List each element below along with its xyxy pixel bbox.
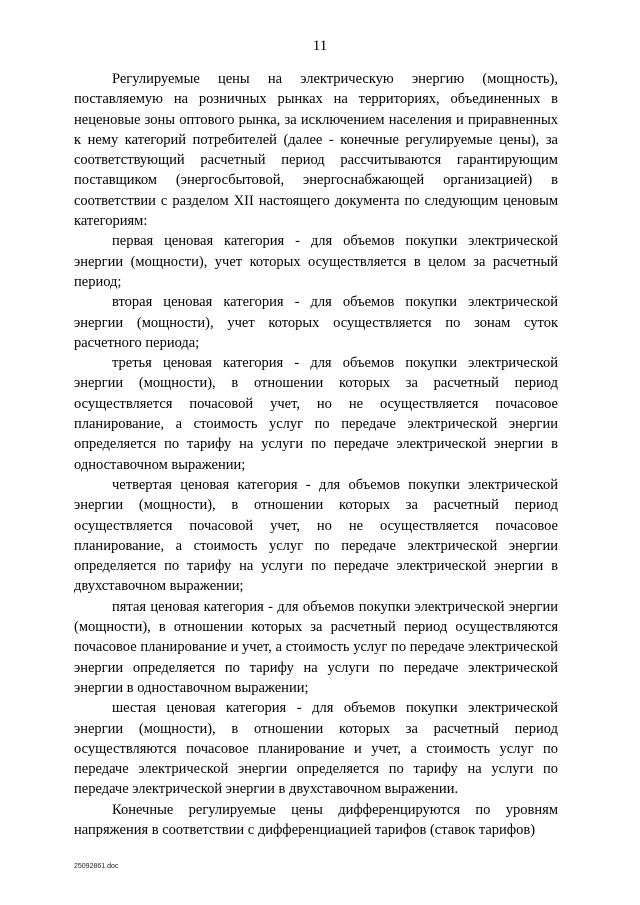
paragraph-category-5: пятая ценовая категория - для объемов покупки электрической энергии (мощности), в отношении которых за расчетный период осуществляются почасовое планирование и учет, а стоимость услуг по передаче электрической энергии определяется по тарифу на услуги по передаче электрической энергии в одноставочном выражении;	[74, 598, 558, 696]
paragraph-category-1: первая ценовая категория - для объемов покупки электрической энергии (мощности), учет которых осуществляется в целом за расчетный период;	[74, 233, 558, 290]
paragraph-intro: Регулируемые цены на электрическую энергию (мощность), поставляемую на розничных рынках на территориях, объединенных в неценовые зоны оптового рынка, за исключением населения и приравненных к нему категорий потребителей (далее - конечные регулируемые цены), за соответствующий расчетный период рассчитываются гарантирующим поставщиком (энергосбытовой, энергоснабжающей организацией) в соответствии с разделом XII настоящего документа по следующим ценовым категориям:	[74, 71, 558, 230]
document-file-code: 25092861.doc	[74, 863, 119, 870]
paragraph-differentiation: Конечные регулируемые цены дифференцируются по уровням напряжения в соответствии с дифференциацией тарифов (ставок тарифов)	[74, 801, 558, 838]
paragraph-category-6: шестая ценовая категория - для объемов покупки электрической энергии (мощности), в отношении которых за расчетный период осуществляются почасовое планирование и учет, а стоимость услуг по передаче электрической энергии определяется по тарифу на услуги по передаче электрической энергии в двухставочном выражении.	[74, 700, 558, 798]
paragraph-category-4: четвертая ценовая категория - для объемов покупки электрической энергии (мощности), в отношении которых за расчетный период осуществляется почасовой учет, но не осуществляется почасовое планирование, а стоимость услуг по передаче электрической энергии определяется по тарифу на услуги по передаче электрической энергии в двухставочном выражении;	[74, 476, 558, 595]
page-number: 11	[312, 38, 328, 54]
paragraph-category-2: вторая ценовая категория - для объемов покупки электрической энергии (мощности), учет которых осуществляется по зонам суток расчетного периода;	[74, 294, 558, 351]
paragraph-category-3: третья ценовая категория - для объемов покупки электрической энергии (мощности), в отношении которых за расчетный период осуществляется почасовой учет, но не осуществляется почасовое планирование, а стоимость услуг по передаче электрической энергии определяется по тарифу на услуги по передаче электрической энергии в одноставочном выражении;	[74, 355, 558, 473]
document-body	[74, 69, 558, 840]
